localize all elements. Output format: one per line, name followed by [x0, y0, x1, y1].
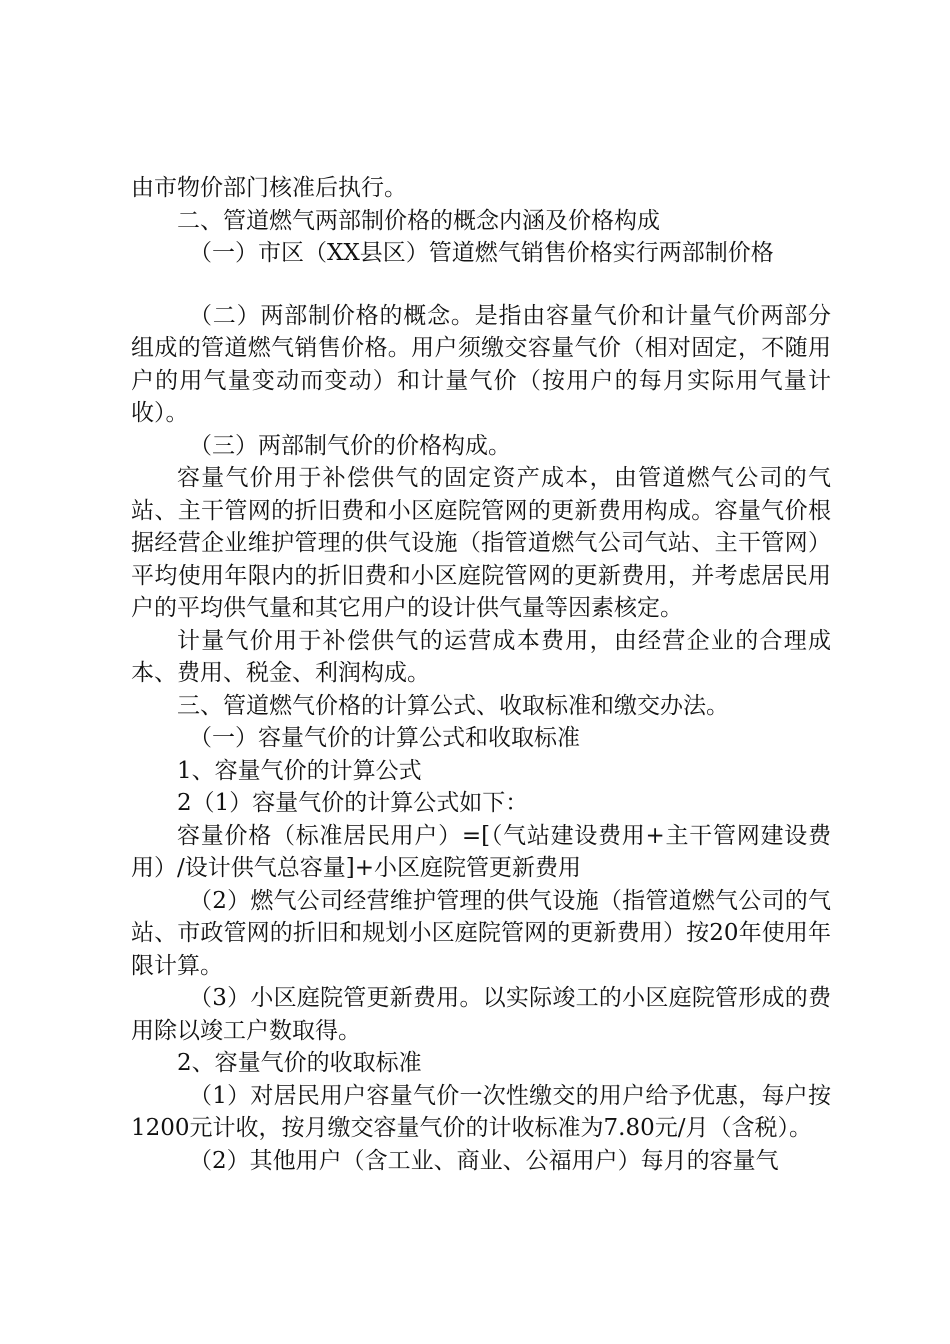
paragraph-capacity-price: 容量气价用于补偿供气的固定资产成本，由管道燃气公司的气站、主干管网的折旧费和小区庭院管网的更新费用构成。容量气价根据经营企业维护管理的供气设施（指管道燃气公司气站、主干管网）平均使用年限内的折旧费和小区庭院管网的更新费用，并考虑居民用户的平均供气量和其它用户的设计供气量等因素核定。 — [131, 465, 831, 621]
subheading-2-1: （一）市区（XX县区）管道燃气销售价格实行两部制价格 — [189, 240, 774, 266]
paragraph-item-2: （2）燃气公司经营维护管理的供气设施（指管道燃气公司的气站、市政管网的折旧和规划小区庭院管网的更新费用）按20年使用年限计算。 — [131, 887, 831, 979]
item-1-heading: 1、容量气价的计算公式 — [177, 757, 422, 784]
paragraph-continuation: 由市物价部门核准后执行。 — [131, 175, 407, 201]
section-heading-2: 二、管道燃气两部制价格的概念内涵及价格构成 — [177, 207, 660, 234]
paragraph-item-3: （3）小区庭院管更新费用。以实际竣工的小区庭院管形成的费用除以竣工户数取得。 — [131, 985, 831, 1044]
paragraph-standard-1: （1）对居民用户容量气价一次性缴交的用户给予优惠，每户按1200元计收，按月缴交容量气价的计收标准为7.80元/月（含税）。 — [131, 1082, 831, 1141]
subheading-3-1: （一）容量气价的计算公式和收取标准 — [189, 725, 580, 751]
item-2-1-heading: 2（1）容量气价的计算公式如下： — [177, 790, 529, 816]
paragraph-standard-2: （2）其他用户（含工业、商业、公福用户）每月的容量气 — [189, 1147, 779, 1174]
subheading-2-3: （三）两部制气价的价格构成。 — [189, 432, 511, 459]
blank-line — [131, 270, 831, 300]
paragraph-metered-price: 计量气价用于补偿供气的运营成本费用，由经营企业的合理成本、费用、税金、利润构成。 — [131, 627, 831, 686]
paragraph-two-part-concept: （二）两部制价格的概念。是指由容量气价和计量气价两部分组成的管道燃气销售价格。用户须缴交容量气价（相对固定，不随用户的用气量变动而变动）和计量气价（按用户的每月实际用气量计收）。 — [131, 302, 831, 426]
paragraph-formula: 容量价格（标准居民用户）=[（气站建设费用+主干管网建设费用）/设计供气总容量]+小区庭院管更新费用 — [131, 822, 831, 881]
document-page — [131, 172, 831, 1177]
section-heading-3: 三、管道燃气价格的计算公式、收取标准和缴交办法。 — [177, 692, 729, 719]
item-2-heading: 2、容量气价的收取标准 — [177, 1050, 422, 1076]
